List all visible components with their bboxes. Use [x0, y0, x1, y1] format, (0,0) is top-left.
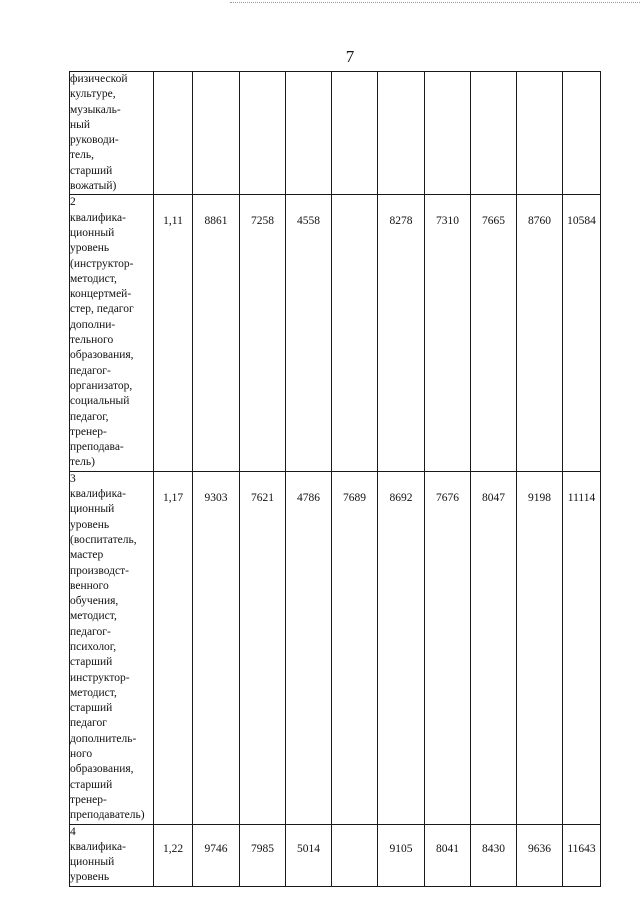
- table-row: [70, 471, 601, 824]
- value-cell: 9746: [193, 824, 240, 886]
- description-line: концертмей-: [70, 288, 132, 301]
- description-line: педагог-: [70, 625, 111, 638]
- description-line: методист,: [70, 686, 117, 699]
- description-line: культуре,: [70, 88, 116, 101]
- description-line: венного: [70, 579, 109, 592]
- table-row: [70, 72, 601, 195]
- description-line: инструктор-: [70, 671, 130, 684]
- description-line: образования,: [70, 763, 134, 776]
- description-line: тренер-: [70, 793, 107, 806]
- description-line: квалифика-: [70, 211, 126, 224]
- position-description-cell: [70, 195, 154, 471]
- description-line: тель): [70, 456, 95, 469]
- description-line: психолог,: [70, 640, 117, 653]
- value-cell: 11114: [563, 471, 601, 824]
- description-line: обучения,: [70, 595, 119, 608]
- description-line: дополнитель-: [70, 732, 137, 745]
- value-cell: 8430: [471, 824, 517, 886]
- description-line: педагог-: [70, 364, 111, 377]
- value-cell: [378, 72, 425, 195]
- value-cell: 5014: [286, 824, 332, 886]
- value-cell: 7676: [425, 471, 471, 824]
- table-body: [70, 72, 601, 887]
- value-cell: 1,17: [154, 471, 193, 824]
- description-line: уровень: [70, 518, 110, 531]
- description-line: 2: [70, 196, 76, 209]
- description-line: преподава-: [70, 441, 124, 454]
- value-cell: 7985: [240, 824, 286, 886]
- table-row: [70, 195, 601, 471]
- description-line: тренер-: [70, 425, 107, 438]
- description-line: старший: [70, 778, 113, 791]
- value-cell: 11643: [563, 824, 601, 886]
- description-line: уровень: [70, 871, 110, 884]
- position-description-cell: [70, 471, 154, 824]
- value-cell: 10584: [563, 195, 601, 471]
- value-cell: [154, 72, 193, 195]
- value-cell: 4558: [286, 195, 332, 471]
- value-cell: 8041: [425, 824, 471, 886]
- description-line: образования,: [70, 349, 134, 362]
- description-line: организатор,: [70, 379, 133, 392]
- description-line: квалифика-: [70, 488, 126, 501]
- value-cell: 4786: [286, 471, 332, 824]
- description-line: методист,: [70, 272, 117, 285]
- value-cell: 9105: [378, 824, 425, 886]
- description-line: методист,: [70, 610, 117, 623]
- description-line: ционный: [70, 226, 115, 239]
- value-cell: [332, 195, 378, 471]
- description-line: преподаватель): [70, 809, 145, 822]
- value-cell: 9636: [517, 824, 563, 886]
- description-line: старший: [70, 702, 113, 715]
- value-cell: 9303: [193, 471, 240, 824]
- table-row: [70, 824, 601, 886]
- value-cell: 7689: [332, 471, 378, 824]
- value-cell: 8760: [517, 195, 563, 471]
- description-line: педагог: [70, 717, 107, 730]
- description-line: тельного: [70, 334, 114, 347]
- description-line: вожатый): [70, 180, 117, 193]
- position-description-cell: [70, 72, 154, 195]
- description-line: ный: [70, 118, 91, 131]
- description-line: ного: [70, 748, 93, 761]
- value-cell: 9198: [517, 471, 563, 824]
- value-cell: [563, 72, 601, 195]
- value-cell: 8861: [193, 195, 240, 471]
- description-line: 4: [70, 825, 76, 838]
- value-cell: 8692: [378, 471, 425, 824]
- value-cell: [471, 72, 517, 195]
- value-cell: 7665: [471, 195, 517, 471]
- value-cell: 8047: [471, 471, 517, 824]
- description-line: тель,: [70, 149, 94, 162]
- description-line: руководи-: [70, 134, 119, 147]
- value-cell: 7258: [240, 195, 286, 471]
- value-cell: 7621: [240, 471, 286, 824]
- description-line: музыкаль-: [70, 103, 121, 116]
- description-line: квалифика-: [70, 840, 126, 853]
- description-line: старший: [70, 164, 113, 177]
- description-line: (инструктор-: [70, 257, 134, 270]
- description-line: дополни-: [70, 318, 116, 331]
- page-number: 7: [345, 47, 355, 66]
- description-line: старший: [70, 656, 113, 669]
- value-cell: [193, 72, 240, 195]
- value-cell: [425, 72, 471, 195]
- scan-edge-mark: [230, 2, 640, 3]
- description-line: уровень: [70, 242, 110, 255]
- value-cell: [517, 72, 563, 195]
- description-line: мастер: [70, 549, 104, 562]
- value-cell: [332, 72, 378, 195]
- description-line: социальный: [70, 395, 130, 408]
- description-line: педагог,: [70, 410, 109, 423]
- description-line: 3: [70, 472, 76, 485]
- value-cell: 1,22: [154, 824, 193, 886]
- value-cell: [332, 824, 378, 886]
- description-line: ционный: [70, 856, 115, 869]
- description-line: стер, педагог: [70, 303, 134, 316]
- value-cell: 7310: [425, 195, 471, 471]
- value-cell: 8278: [378, 195, 425, 471]
- description-line: ционный: [70, 503, 115, 516]
- description-line: физической: [70, 73, 128, 85]
- salary-table: [69, 71, 601, 887]
- value-cell: [286, 72, 332, 195]
- value-cell: [240, 72, 286, 195]
- description-line: (воспитатель,: [70, 533, 137, 546]
- value-cell: 1,11: [154, 195, 193, 471]
- position-description-cell: [70, 824, 154, 886]
- description-line: производст-: [70, 564, 129, 577]
